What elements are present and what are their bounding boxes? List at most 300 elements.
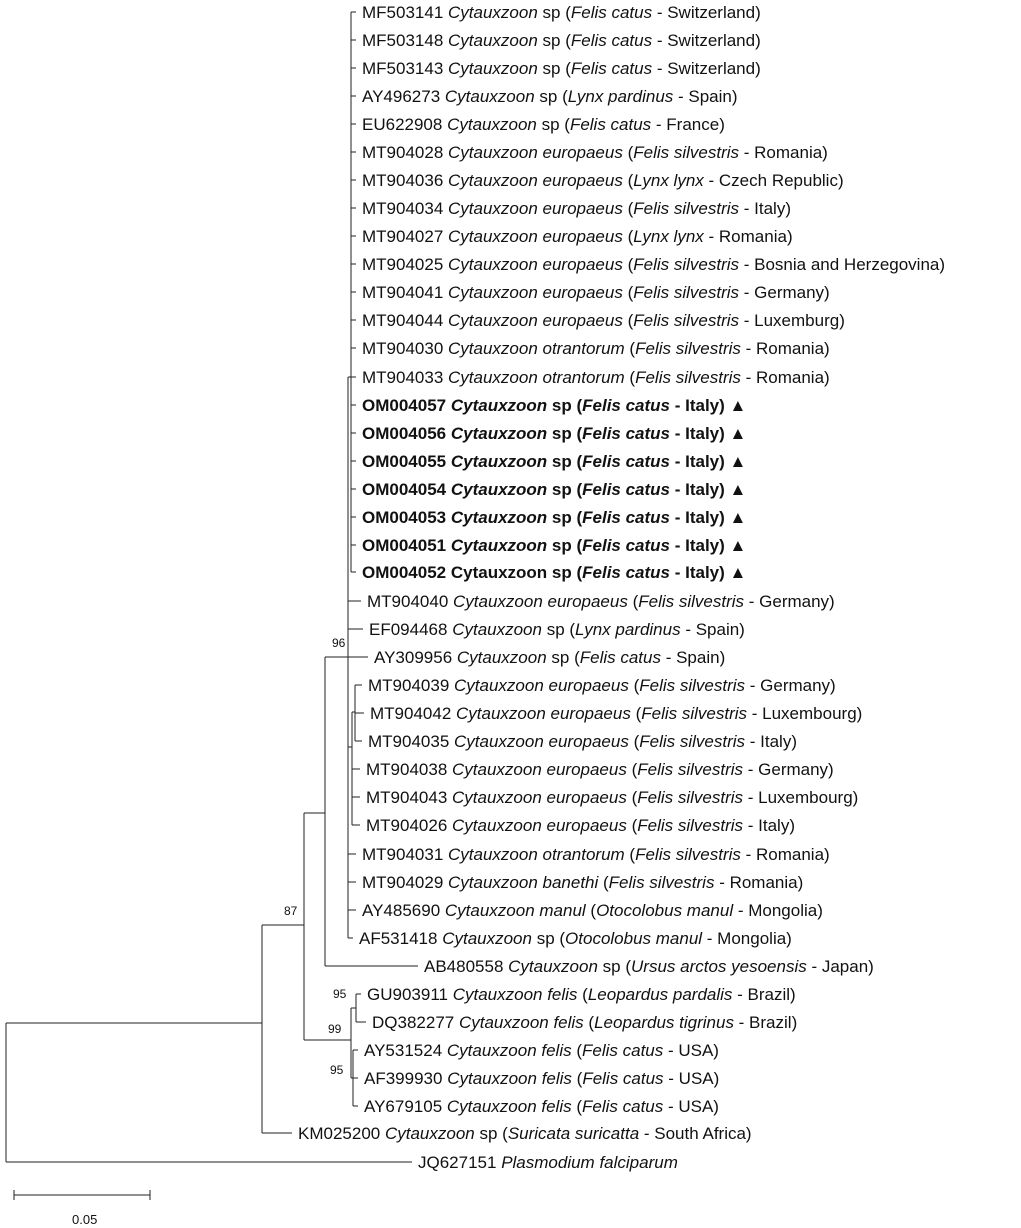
support-value-node-96: 96 (332, 636, 346, 650)
leaf-genus: Cytauxzoon (448, 3, 543, 22)
leaf-label-gu903911 (367, 985, 796, 1004)
support-value-node-99: 99 (328, 1022, 342, 1036)
leaf-host: Felis catus (579, 648, 661, 667)
leaf-marker-triangle-icon: ▲ (724, 424, 747, 443)
leaf-country: - Switzerland) (652, 3, 761, 22)
leaf-marker-triangle-icon: ▲ (724, 396, 747, 415)
leaf-paren-open: ( (557, 87, 568, 106)
leaf-country: - Germany) (743, 760, 834, 779)
leaf-genus: Cytauxzoon (452, 985, 548, 1004)
leaf-paren-open: ( (560, 59, 571, 78)
leaf-country: - Spain) (660, 648, 726, 667)
leaf-genus: Cytauxzoon (447, 115, 542, 134)
leaf-accession: AY496273 (362, 87, 445, 106)
leaf-label-mt904027 (362, 227, 793, 246)
leaf-label-ay485690 (362, 901, 823, 920)
leaf-species: sp (479, 1124, 498, 1143)
leaf-country: - Switzerland) (652, 31, 761, 50)
leaf-label-mt904029 (362, 873, 803, 892)
leaf-accession: MT904030 (362, 339, 448, 358)
leaf-accession: AF399930 (364, 1069, 448, 1088)
leaf-accession: MT904033 (362, 368, 448, 387)
leaf-host: Felis silvestris (633, 255, 740, 274)
leaf-species: europaeus (542, 143, 623, 162)
leaf-accession: GU903911 (367, 985, 453, 1004)
leaf-accession: MT904029 (362, 873, 448, 892)
leaf-host: Felis silvestris (608, 873, 715, 892)
leaf-paren-open: ( (622, 171, 634, 190)
leaf-species: europaeus (548, 732, 629, 751)
leaf-host: Lynx lynx (633, 171, 704, 190)
leaf-label-ay496273 (362, 87, 738, 106)
leaf-label-om004054 (362, 480, 746, 499)
leaf-country: - Romania) (703, 227, 793, 246)
leaf-country: - Mongolia) (702, 929, 792, 948)
leaf-accession: MF503141 (362, 3, 448, 22)
leaf-label-mt904043 (366, 788, 858, 807)
leaf-country: - Brazil) (733, 1013, 798, 1032)
leaf-label-mt904039 (368, 676, 836, 695)
leaf-species: sp (602, 957, 621, 976)
leaf-country: - Italy) (739, 199, 791, 218)
leaf-label-af531418 (359, 929, 792, 948)
leaf-country: - Japan) (806, 957, 874, 976)
leaf-marker-triangle-icon: ▲ (724, 508, 747, 527)
leaf-species: sp (542, 3, 561, 22)
support-value-node-87: 87 (284, 904, 298, 918)
leaf-species: felis (553, 1013, 584, 1032)
leaf-species: europaeus (546, 760, 627, 779)
leaf-paren-open: ( (622, 255, 634, 274)
leaf-label-om004053 (362, 508, 746, 527)
leaf-label-mt904034 (362, 199, 791, 218)
leaf-paren-open: ( (620, 957, 631, 976)
leaf-host: Felis silvestris (637, 788, 744, 807)
leaf-species: sp (542, 59, 561, 78)
leaf-genus: Cytauxzoon (450, 452, 552, 471)
leaf-labels (298, 3, 945, 1172)
leaf-species: otrantorum (542, 339, 625, 358)
leaf-species: felis (547, 985, 578, 1004)
leaf-country: - Germany) (739, 283, 830, 302)
leaf-host: Felis silvestris (633, 283, 740, 302)
leaf-genus: Cytauxzoon (448, 311, 543, 330)
leaf-genus: Cytauxzoon (448, 227, 543, 246)
leaf-accession: AB480558 (424, 957, 509, 976)
leaf-genus: Cytauxzoon (448, 368, 543, 387)
tree-branches (6, 12, 418, 1162)
leaf-label-ab480558 (424, 957, 874, 976)
leaf-genus: Cytauxzoon (448, 873, 543, 892)
leaf-host: Felis catus (569, 115, 652, 134)
leaf-paren-open: ( (554, 929, 566, 948)
leaf-species: sp (542, 31, 561, 50)
leaf-country: - Germany) (745, 676, 836, 695)
leaf-accession: AF531418 (359, 929, 443, 948)
leaf-paren-open: ( (622, 227, 634, 246)
leaf-host: Ursus arctos yesoensis (631, 957, 807, 976)
leaf-accession: MT904040 (367, 592, 453, 611)
leaf-country: - Romania) (740, 368, 830, 387)
leaf-paren-open: ( (622, 311, 634, 330)
leaf-country: - France) (651, 115, 725, 134)
support-value-node-95-usa: 95 (330, 1063, 344, 1077)
leaf-genus: Cytauxzoon (448, 339, 543, 358)
leaf-genus: Cytauxzoon (450, 563, 552, 582)
leaf-label-mt904025 (362, 255, 945, 274)
leaf-paren-open: ( (585, 901, 597, 920)
leaf-marker-triangle-icon: ▲ (724, 452, 747, 471)
leaf-host: Leopardus pardalis (587, 985, 733, 1004)
leaf-paren-open: ( (622, 283, 634, 302)
leaf-accession: MT904026 (366, 816, 452, 835)
leaf-country: - Italy) (670, 424, 725, 443)
leaf-species: otrantorum (542, 368, 625, 387)
leaf-genus: Cytauxzoon (444, 901, 540, 920)
leaf-paren-open: ( (622, 143, 634, 162)
leaf-species: sp (536, 929, 555, 948)
leaf-genus: Cytauxzoon (450, 508, 552, 527)
leaf-accession: MT904025 (362, 255, 448, 274)
leaf-country: - Germany) (744, 592, 835, 611)
leaf-country: - Romania) (740, 339, 830, 358)
leaf-country: - Italy) (743, 816, 795, 835)
leaf-host: Felis catus (570, 59, 653, 78)
leaf-genus: Cytauxzoon (450, 424, 552, 443)
leaf-country: - Romania) (740, 845, 830, 864)
leaf-accession: OM004053 (362, 508, 451, 527)
leaf-marker-triangle-icon: ▲ (724, 563, 747, 582)
leaf-paren-open: ( (571, 396, 583, 415)
leaf-paren-open: ( (571, 1069, 583, 1088)
leaf-host: Felis silvestris (639, 732, 746, 751)
leaf-host: Felis catus (582, 536, 671, 555)
leaf-branches (6, 12, 418, 1162)
leaf-label-km025200 (298, 1124, 752, 1143)
leaf-paren-open: ( (571, 1041, 582, 1060)
leaf-accession: MT904034 (362, 199, 448, 218)
leaf-label-mt904030 (362, 339, 830, 358)
leaf-genus: Cytauxzoon (447, 1069, 542, 1088)
leaf-species: sp (551, 508, 572, 527)
leaf-species: felis (541, 1097, 572, 1116)
leaf-label-ay679105 (364, 1097, 719, 1116)
leaf-accession: MT904035 (368, 732, 454, 751)
leaf-species: europaeus (546, 816, 627, 835)
leaf-accession: EF094468 (369, 620, 453, 639)
scale-bar-label: 0.05 (72, 1212, 98, 1227)
leaf-accession: OM004052 (362, 563, 451, 582)
leaf-genus: Cytauxzoon (448, 255, 543, 274)
leaf-paren-open: ( (559, 115, 570, 134)
leaf-genus: Cytauxzoon (448, 143, 543, 162)
leaf-label-mf503148 (362, 31, 761, 50)
leaf-label-om004056 (362, 424, 746, 443)
leaf-accession: AY531524 (364, 1041, 447, 1060)
leaf-label-mf503143 (362, 59, 761, 78)
leaf-paren-open: ( (624, 368, 636, 387)
leaf-host: Felis catus (582, 1041, 664, 1060)
leaf-host: Felis silvestris (633, 143, 740, 162)
leaf-accession: MT904042 (370, 704, 456, 723)
leaf-genus: Cytauxzoon (446, 1041, 542, 1060)
leaf-accession: MT904043 (366, 788, 452, 807)
leaf-country: - Switzerland) (652, 59, 761, 78)
leaf-accession: OM004054 (362, 480, 451, 499)
leaf-country: - Italy) (670, 396, 725, 415)
leaf-genus: Cytauxzoon (452, 788, 547, 807)
leaf-paren-open: ( (569, 648, 580, 667)
leaf-species: sp (551, 536, 572, 555)
leaf-genus: Cytauxzoon (450, 536, 552, 555)
leaf-label-mt904033 (362, 368, 830, 387)
leaf-species: felis (541, 1041, 572, 1060)
leaf-paren-open: ( (624, 339, 636, 358)
leaf-species: europaeus (542, 171, 623, 190)
leaf-species: sp (551, 563, 572, 582)
leaf-species: europaeus (546, 788, 627, 807)
leaf-host: Felis silvestris (637, 760, 744, 779)
leaf-country: - Luxemburg) (739, 311, 845, 330)
leaf-species: sp (546, 620, 565, 639)
leaf-host: Felis silvestris (637, 816, 744, 835)
leaf-paren-open: ( (624, 845, 636, 864)
support-value-node-95-brazil: 95 (333, 987, 347, 1001)
leaf-species: sp (539, 87, 558, 106)
leaf-paren-open: ( (564, 620, 576, 639)
leaf-host: Lynx pardinus (575, 620, 681, 639)
leaf-paren-open: ( (626, 760, 638, 779)
scale-bar (14, 1190, 150, 1227)
leaf-host: Lynx pardinus (567, 87, 674, 106)
leaf-accession: MT904036 (362, 171, 448, 190)
leaf-host: Felis catus (582, 563, 671, 582)
leaf-host: Felis silvestris (633, 311, 740, 330)
leaf-label-om004055 (362, 452, 746, 471)
leaf-host: Felis silvestris (635, 339, 741, 358)
leaf-genus: Cytauxzoon (452, 816, 547, 835)
leaf-host: Felis catus (582, 396, 671, 415)
leaf-accession: OM004056 (362, 424, 451, 443)
leaf-label-om004057 (362, 396, 746, 415)
leaf-host: Felis silvestris (635, 368, 741, 387)
leaf-host: Otocolobus manul (596, 901, 734, 920)
leaf-species: europaeus (548, 676, 629, 695)
leaf-genus: Cytauxzoon (450, 396, 552, 415)
leaf-label-mt904038 (366, 760, 834, 779)
leaf-species: sp (551, 452, 572, 471)
leaf-host: Felis catus (570, 3, 653, 22)
leaf-genus: Cytauxzoon (446, 1097, 542, 1116)
leaf-accession: AY679105 (364, 1097, 447, 1116)
leaf-species: manul (539, 901, 586, 920)
leaf-label-eu622908 (362, 115, 725, 134)
leaf-genus: Cytauxzoon (450, 480, 552, 499)
leaf-accession: AY485690 (362, 901, 445, 920)
leaf-host: Felis silvestris (633, 199, 740, 218)
leaf-country: - South Africa) (639, 1124, 752, 1143)
leaf-genus: Cytauxzoon (453, 592, 548, 611)
leaf-species: europaeus (542, 255, 623, 274)
leaf-host: Otocolobus manul (565, 929, 703, 948)
leaf-genus: Cytauxzoon (442, 929, 537, 948)
leaf-host: Felis catus (582, 424, 671, 443)
leaf-paren-open: ( (577, 985, 588, 1004)
leaf-host: Leopardus tigrinus (594, 1013, 734, 1032)
leaf-paren-open: ( (560, 31, 571, 50)
leaf-label-mt904035 (368, 732, 797, 751)
leaf-species: europaeus (542, 311, 623, 330)
leaf-genus: Cytauxzoon (448, 199, 543, 218)
leaf-species: sp (551, 396, 572, 415)
leaf-accession: MF503143 (362, 59, 448, 78)
leaf-host: Felis catus (582, 1069, 664, 1088)
leaf-genus: Cytauxzoon (448, 283, 543, 302)
leaf-species: europaeus (550, 704, 631, 723)
leaf-label-mt904040 (367, 592, 835, 611)
leaf-country: - Bosnia and Herzegovina) (739, 255, 946, 274)
leaf-genus: Cytauxzoon (444, 87, 540, 106)
leaf-label-om004051 (362, 536, 746, 555)
leaf-paren-open: ( (583, 1013, 595, 1032)
leaf-label-mt904031 (362, 845, 830, 864)
leaf-genus: Cytauxzoon (452, 760, 547, 779)
leaf-accession: OM004051 (362, 536, 451, 555)
leaf-label-mt904044 (362, 311, 845, 330)
leaf-genus: Cytauxzoon (508, 957, 603, 976)
leaf-country: - Luxembourg) (743, 788, 859, 807)
leaf-accession: DQ382277 (372, 1013, 459, 1032)
leaf-country: - Romania) (739, 143, 828, 162)
leaf-country: - Luxembourg) (747, 704, 863, 723)
leaf-accession: MT904031 (362, 845, 448, 864)
leaf-accession: KM025200 (298, 1124, 385, 1143)
leaf-paren-open: ( (571, 508, 583, 527)
leaf-species: falciparum (599, 1153, 678, 1172)
leaf-species: europaeus (542, 283, 623, 302)
leaf-accession: AY309956 (374, 648, 457, 667)
leaf-accession: MT904044 (362, 311, 448, 330)
leaf-country: - Italy) (670, 508, 725, 527)
leaf-label-om004052 (362, 563, 746, 582)
leaf-host: Felis silvestris (639, 676, 746, 695)
leaf-accession: EU622908 (362, 115, 448, 134)
leaf-label-mt904042 (370, 704, 862, 723)
leaf-species: europaeus (542, 227, 623, 246)
leaf-label-af399930 (364, 1069, 719, 1088)
leaf-paren-open: ( (626, 816, 638, 835)
leaf-genus: Cytauxzoon (454, 732, 549, 751)
leaf-genus: Cytauxzoon (448, 171, 543, 190)
leaf-label-mt904036 (362, 171, 844, 190)
leaf-label-mt904026 (366, 816, 795, 835)
leaf-accession: MT904038 (366, 760, 452, 779)
leaf-species: sp (551, 424, 572, 443)
leaf-species: banethi (542, 873, 599, 892)
leaf-host: Felis catus (570, 31, 653, 50)
leaf-country: - Czech Republic) (703, 171, 844, 190)
leaf-country: - Italy) (670, 536, 725, 555)
leaf-accession: MT904028 (362, 143, 448, 162)
leaf-genus: Cytauxzoon (448, 845, 543, 864)
leaf-host: Felis catus (582, 1097, 664, 1116)
leaf-genus: Cytauxzoon (448, 59, 543, 78)
leaf-paren-open: ( (626, 788, 638, 807)
leaf-label-mt904028 (362, 143, 828, 162)
leaf-country: - USA) (663, 1069, 720, 1088)
leaf-paren-open: ( (571, 536, 583, 555)
leaf-genus: Cytauxzoon (458, 1013, 554, 1032)
leaf-paren-open: ( (627, 592, 639, 611)
leaf-country: - USA) (663, 1041, 719, 1060)
leaf-host: Felis catus (582, 508, 671, 527)
leaf-species: otrantorum (542, 845, 625, 864)
leaf-species: sp (551, 480, 572, 499)
leaf-host: Felis catus (582, 480, 671, 499)
leaf-label-mt904041 (362, 283, 830, 302)
leaf-marker-triangle-icon: ▲ (724, 536, 747, 555)
leaf-paren-open: ( (560, 3, 571, 22)
leaf-label-jq627151 (418, 1153, 678, 1172)
leaf-genus: Cytauxzoon (448, 31, 543, 50)
leaf-paren-open: ( (497, 1124, 508, 1143)
leaf-paren-open: ( (571, 480, 583, 499)
leaf-host: Lynx lynx (633, 227, 704, 246)
leaf-accession: MF503148 (362, 31, 448, 50)
leaf-label-ef094468 (369, 620, 745, 639)
leaf-label-mf503141 (362, 3, 761, 22)
leaf-accession: OM004055 (362, 452, 451, 471)
leaf-paren-open: ( (571, 563, 583, 582)
leaf-accession: MT904041 (362, 283, 448, 302)
leaf-host: Felis silvestris (641, 704, 748, 723)
leaf-species: sp (541, 115, 560, 134)
leaf-genus: Plasmodium (501, 1153, 600, 1172)
leaf-country: - Mongolia) (733, 901, 823, 920)
leaf-host: Felis catus (582, 452, 671, 471)
leaf-genus: Cytauxzoon (384, 1124, 480, 1143)
leaf-host: Felis silvestris (638, 592, 745, 611)
leaf-species: europaeus (547, 592, 628, 611)
leaf-genus: Cytauxzoon (456, 648, 552, 667)
leaf-paren-open: ( (628, 732, 640, 751)
leaf-marker-triangle-icon: ▲ (724, 480, 747, 499)
leaf-paren-open: ( (622, 199, 634, 218)
leaf-genus: Cytauxzoon (454, 676, 549, 695)
leaf-paren-open: ( (628, 676, 640, 695)
leaf-country: - Spain) (673, 87, 738, 106)
leaf-country: - USA) (663, 1097, 719, 1116)
leaf-species: europaeus (542, 199, 623, 218)
leaf-country: - Italy) (670, 452, 725, 471)
leaf-accession: MT904027 (362, 227, 448, 246)
leaf-paren-open: ( (571, 424, 583, 443)
leaf-label-ay531524 (364, 1041, 719, 1060)
leaf-country: - Italy) (670, 480, 725, 499)
leaf-label-ay309956 (374, 648, 725, 667)
leaf-host: Felis silvestris (635, 845, 741, 864)
leaf-species: sp (551, 648, 570, 667)
leaf-paren-open: ( (598, 873, 609, 892)
leaf-country: - Italy) (745, 732, 797, 751)
leaf-country: - Romania) (714, 873, 804, 892)
leaf-paren-open: ( (571, 1097, 582, 1116)
leaf-species: felis (541, 1069, 572, 1088)
leaf-label-dq382277 (372, 1013, 797, 1032)
leaf-country: - Italy) (670, 563, 725, 582)
leaf-host: Suricata suricatta (507, 1124, 640, 1143)
leaf-genus: Cytauxzoon (456, 704, 551, 723)
